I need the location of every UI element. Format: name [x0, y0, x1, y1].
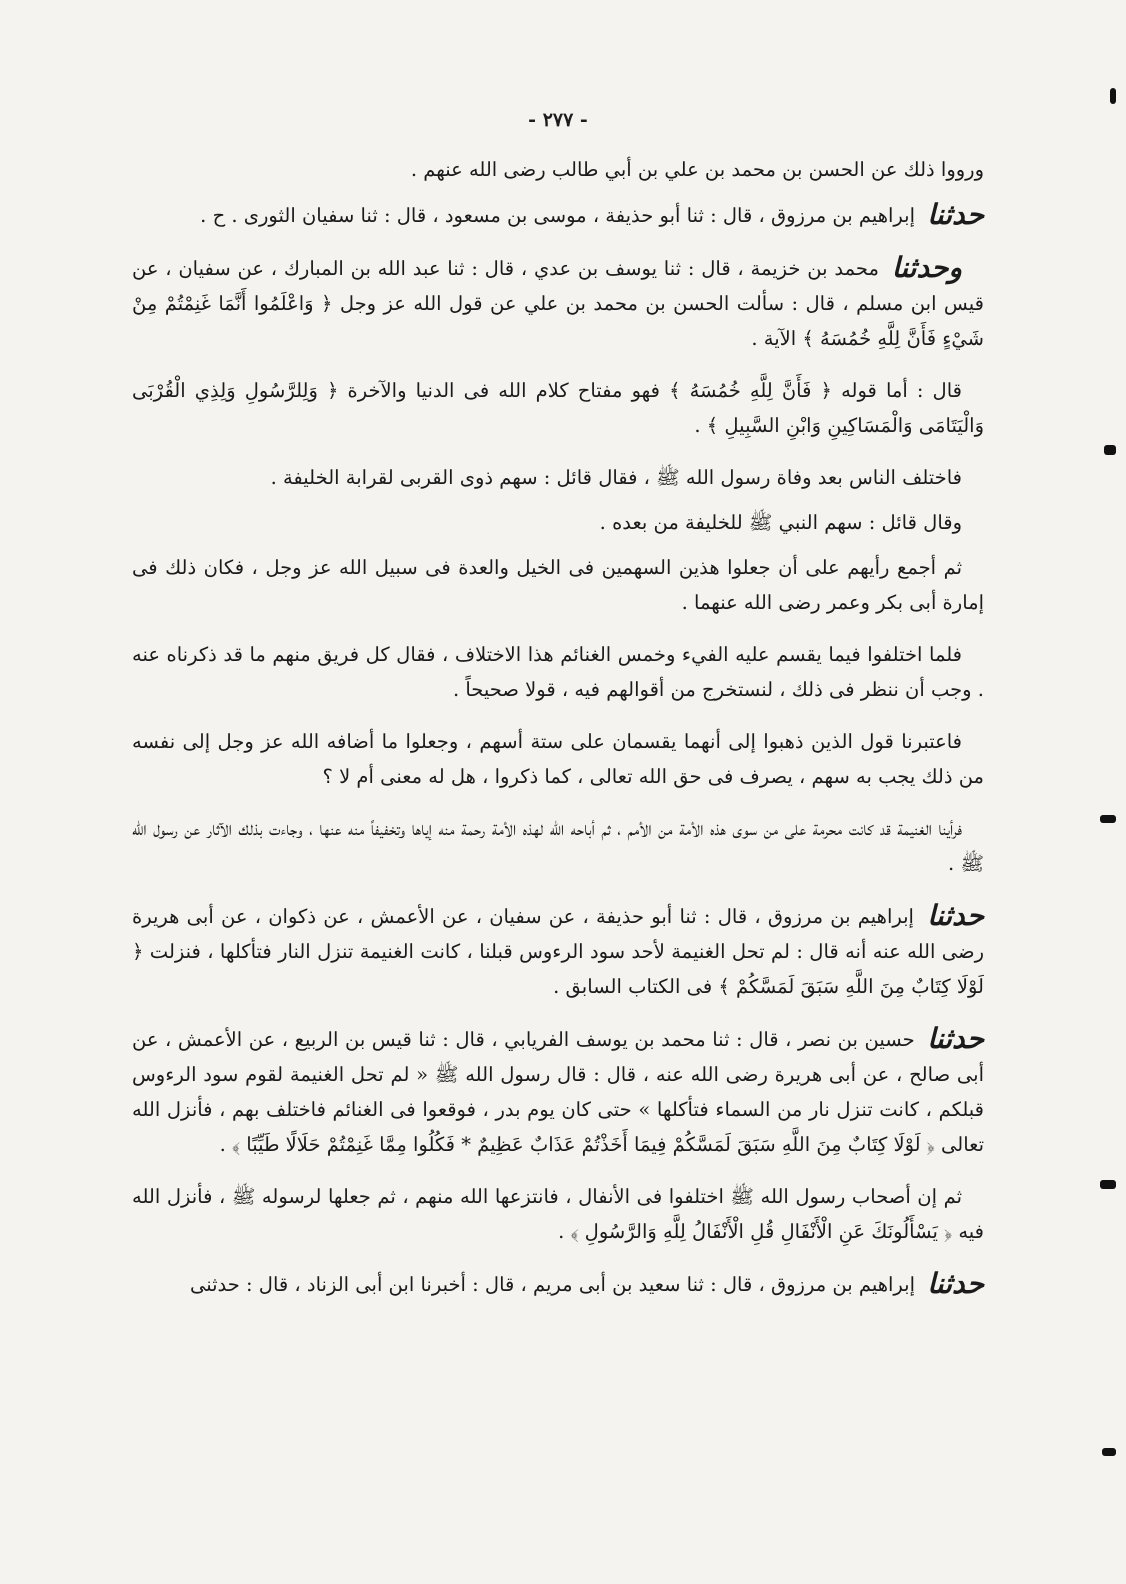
hadith-lead-word: وحدثنا: [891, 251, 962, 284]
page-number: - ٢٧٧ -: [528, 109, 588, 131]
paragraph: [132, 637, 984, 707]
hadith-lead-word: حدثنا: [927, 1022, 984, 1055]
paragraph-text: إبراهيم بن مرزوق ، قال : ثنا أبو حذيفة ، موسى بن مسعود ، قال : ثنا سفيان الثورى . ح .: [200, 204, 916, 227]
margin-mark: [1104, 445, 1116, 455]
paragraph-text: ورووا ذلك عن الحسن بن محمد بن علي بن أبي طالب رضى الله عنهم .: [410, 158, 984, 181]
paragraph: [132, 898, 984, 1004]
margin-mark: [1100, 815, 1116, 823]
paragraph: [132, 505, 984, 540]
margin-mark: [1110, 88, 1116, 104]
paragraph: [132, 460, 984, 495]
paragraph: [132, 197, 984, 233]
margin-mark: [1102, 1448, 1116, 1456]
paragraph: [132, 1021, 984, 1162]
paragraph-text: فاعتبرنا قول الذين ذهبوا إلى أنهما يقسمان على ستة أسهم ، وجعلوا ما أضافه الله عز وجل إلى نفسه من ذلك يجب به سهم ، يصرف فى حق الله تعالى ، كما ذكروا ، هل له معنى أم لا ؟: [132, 730, 984, 788]
paragraph-text: محمد بن خزيمة ، قال : ثنا يوسف بن عدي ، قال : ثنا عبد الله بن المبارك ، عن سفيان ، عن قيس ابن مسلم ، قال : سألت الحسن بن محمد بن علي عن قول الله عز وجل ﴿ وَاعْلَمُوا أَنَّمَا غَنِمْتُمْ مِنْ شَيْءٍ فَأَنَّ لِلَّهِ خُمُسَهُ ﴾ الآية .: [132, 257, 984, 350]
paragraph: [132, 550, 984, 620]
paragraph: [132, 152, 984, 187]
paragraph-text: ثم أجمع رأيهم على أن جعلوا هذين السهمين فى الخيل والعدة فى سبيل الله عز وجل ، فكان ذلك فى إمارة أبى بكر وعمر رضى الله عنهما .: [132, 556, 984, 614]
hadith-lead-word: حدثنا: [927, 1267, 984, 1300]
paragraph: [132, 811, 984, 881]
hadith-lead-word: حدثنا: [927, 198, 984, 231]
paragraph-text: وقال قائل : سهم النبي ﷺ للخليفة من بعده .: [599, 511, 962, 534]
paragraph: [132, 250, 984, 356]
paragraph-text: فرأينا الغنيمة قد كانت محرمة على من سوى هذه الأمة من الأمم ، ثم أباحه الله لهذه الأمة رحمة منه إياها وتخفيفاً منه عنها ، وجاءت بذلك الآثار عن رسول الله ﷺ .: [132, 817, 984, 875]
paragraph-text: ثم إن أصحاب رسول الله ﷺ اختلفوا فى الأنفال ، فانتزعها الله منهم ، ثم جعلها لرسوله ﷺ ، فأنزل الله فيه ﴿ يَسْأَلُونَكَ عَنِ الْأَنْفَالِ قُلِ الْأَنْفَالُ لِلَّهِ وَالرَّسُولِ ﴾ .: [132, 1185, 984, 1243]
margin-mark: [1100, 1180, 1116, 1189]
hadith-lead-word: حدثنا: [927, 899, 984, 932]
paragraph-text: إبراهيم بن مرزوق ، قال : ثنا سعيد بن أبى مريم ، قال : أخبرنا ابن أبى الزناد ، قال : حدثنى: [189, 1273, 916, 1296]
paragraph: [132, 1179, 984, 1249]
paragraph-text: قال : أما قوله ﴿ فَأَنَّ لِلَّهِ خُمُسَهُ ﴾ فهو مفتاح كلام الله فى الدنيا والآخرة ﴿ وَلِلرَّسُولِ وَلِذِي الْقُرْبَى وَالْيَتَامَى وَالْمَسَاكِينِ وَابْنِ السَّبِيلِ ﴾ .: [132, 379, 984, 437]
paragraph-text: حسين بن نصر ، قال : ثنا محمد بن يوسف الفريابي ، قال : ثنا قيس بن الربيع ، عن الأعمش ، عن أبى صالح ، عن أبى هريرة رضى الله عنه ، قال : قال رسول الله ﷺ « لم تحل الغنيمة لقوم سود الرءوس قبلكم ، كانت تنزل نار من السماء فتأكلها » حتى كان يوم بدر ، فوقعوا فى الغنائم فاختلف بهم ، فأنزل الله تعالى ﴿ لَوْلَا كِتَابٌ مِنَ اللَّهِ سَبَقَ لَمَسَّكُمْ فِيمَا أَخَذْتُمْ عَذَابٌ عَظِيمٌ * فَكُلُوا مِمَّا غَنِمْتُمْ حَلَالًا طَيِّبًا ﴾ .: [132, 1028, 984, 1156]
paragraph: [132, 373, 984, 443]
paragraph-text: إبراهيم بن مرزوق ، قال : ثنا أبو حذيفة ، عن سفيان ، عن الأعمش ، عن ذكوان ، عن أبى هريرة رضى الله عنه أنه قال : لم تحل الغنيمة لأحد سود الرءوس قبلنا ، كانت الغنيمة تنزل النار فتأكلها ، فنزلت ﴿ لَوْلَا كِتَابٌ مِنَ اللَّهِ سَبَقَ لَمَسَّكُمْ ﴾ فى الكتاب السابق .: [132, 905, 984, 998]
paragraph: [132, 724, 984, 794]
page-body: [132, 108, 984, 1319]
paragraph: [132, 1266, 984, 1302]
paragraph-text: فلما اختلفوا فيما يقسم عليه الفيء وخمس الغنائم هذا الاختلاف ، فقال كل فريق منهم ما قد ذكرناه عنه . وجب أن ننظر فى ذلك ، لنستخرج من أقوالهم فيه ، قولا صحيحاً .: [132, 643, 984, 701]
paragraph-text: فاختلف الناس بعد وفاة رسول الله ﷺ ، فقال قائل : سهم ذوى القربى لقرابة الخليفة .: [270, 466, 962, 489]
